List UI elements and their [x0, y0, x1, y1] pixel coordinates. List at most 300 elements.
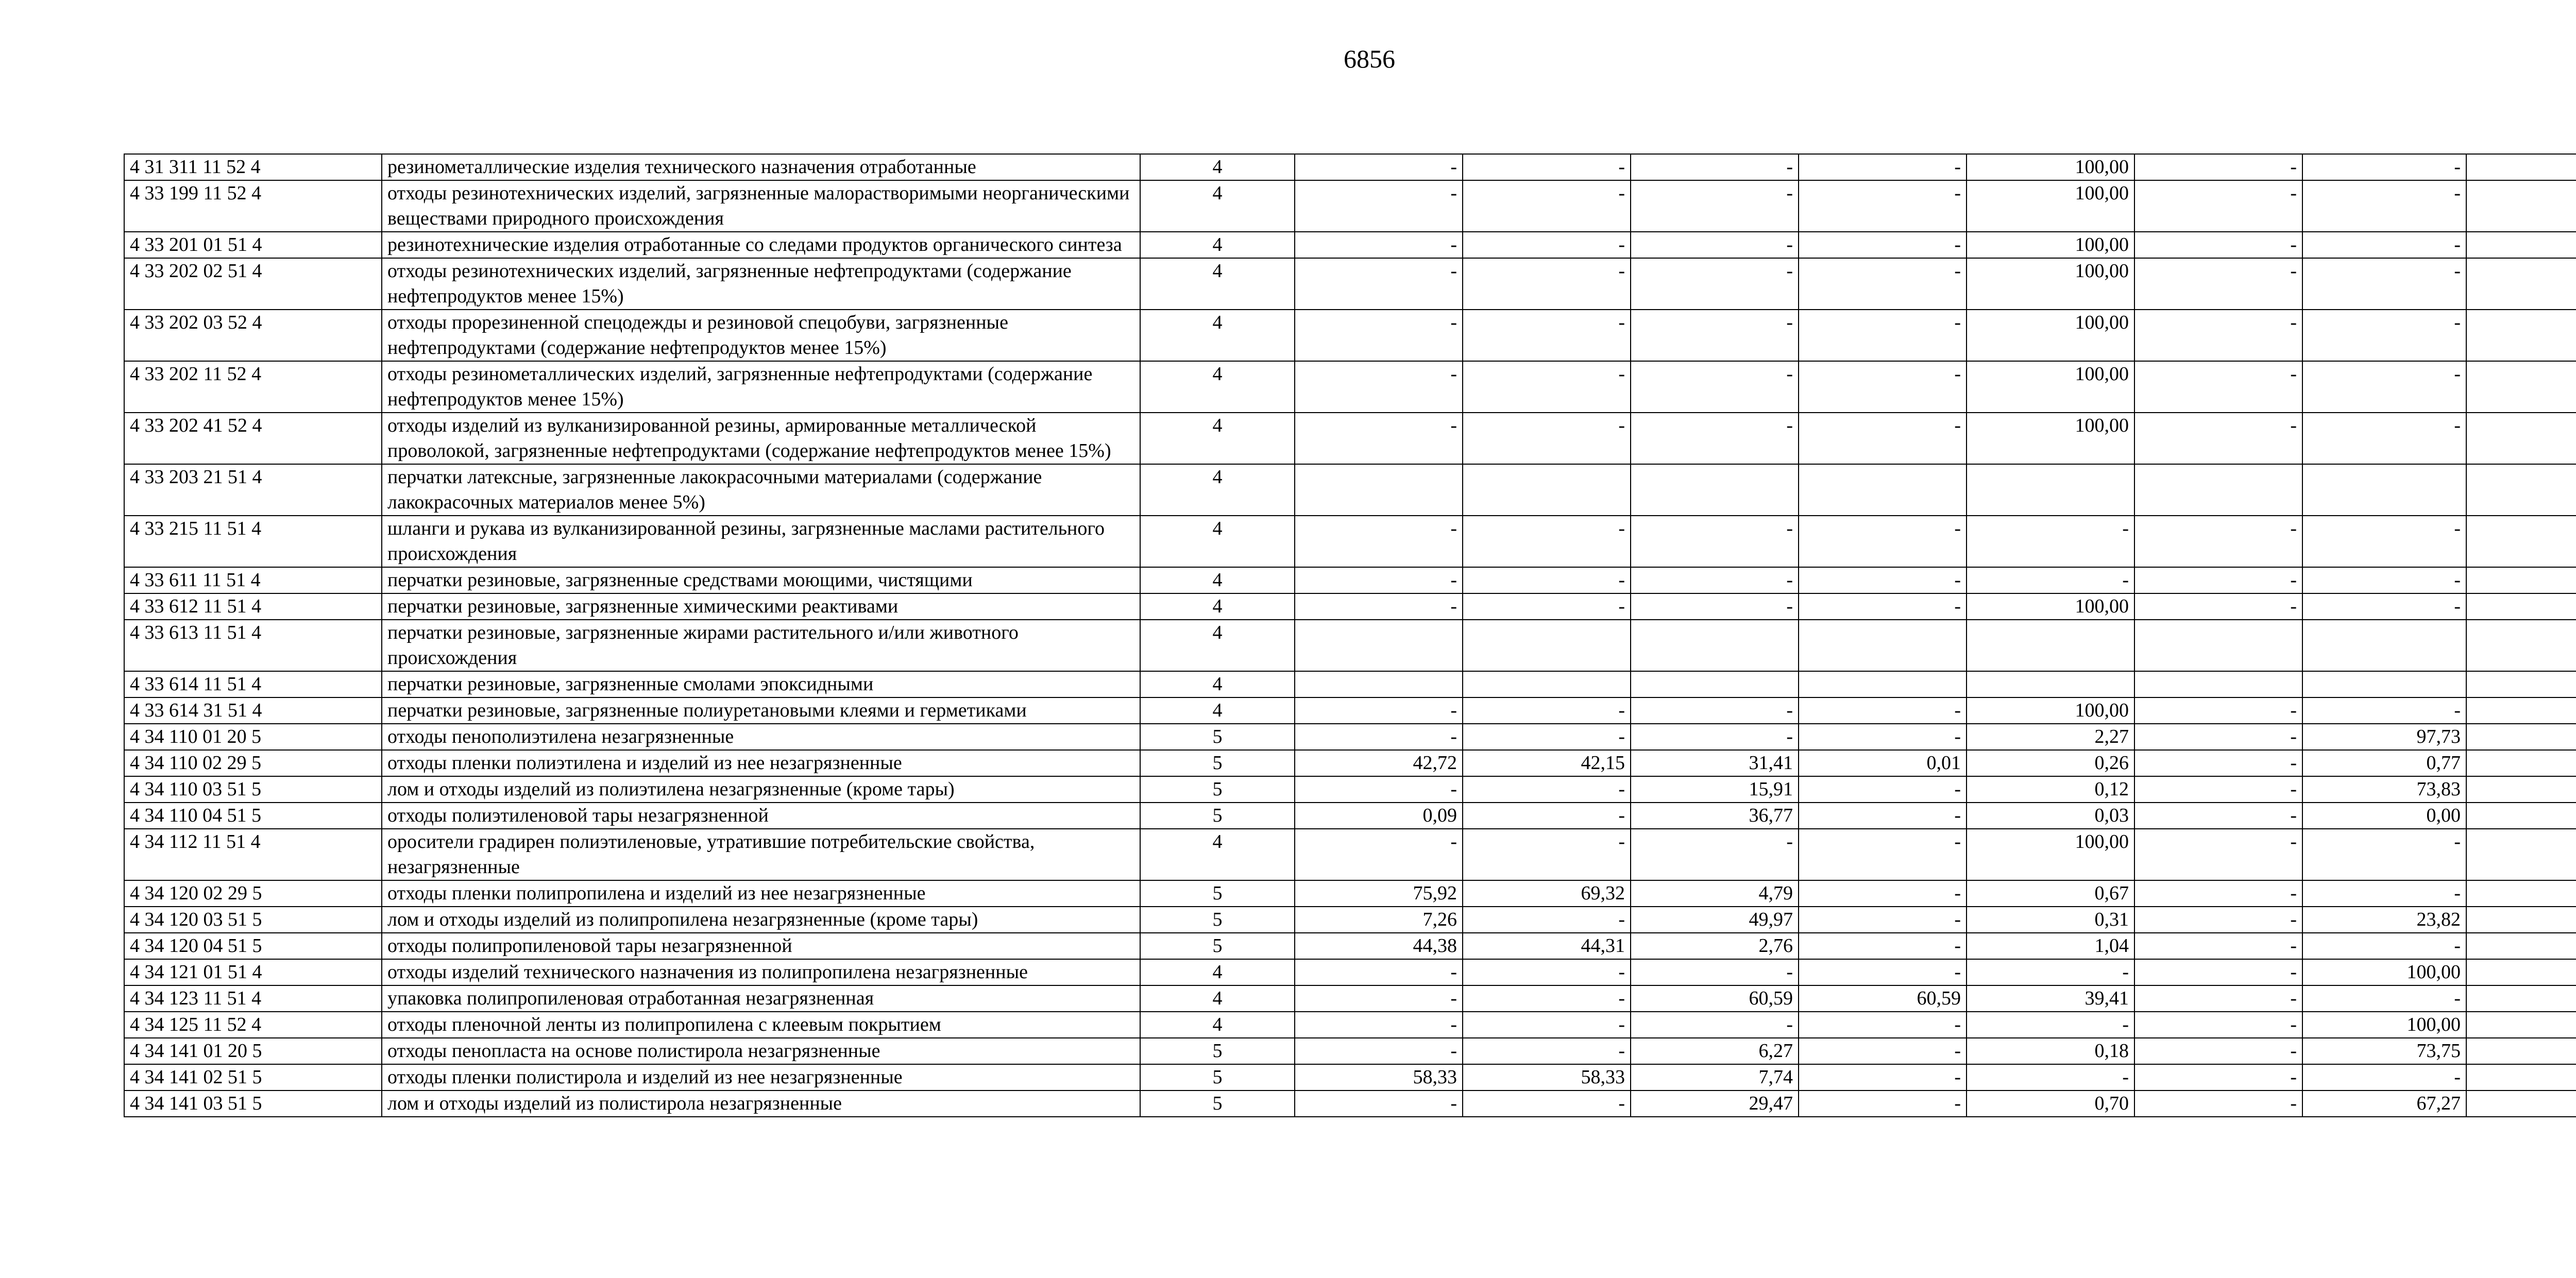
- waste-code-cell: 4 34 110 02 29 5: [124, 750, 382, 776]
- value-cell-4: -: [1799, 310, 1967, 361]
- value-cell-3: -: [1631, 361, 1799, 413]
- waste-code-cell: 4 34 141 01 20 5: [124, 1038, 382, 1064]
- value-cell-6: [2134, 620, 2302, 671]
- waste-code-cell: 4 34 141 03 51 5: [124, 1090, 382, 1117]
- value-cell-7: -: [2302, 361, 2466, 413]
- value-cell-8: [2466, 593, 2576, 620]
- table-row: [124, 516, 2576, 567]
- value-cell-7: [2302, 464, 2466, 516]
- value-cell-3: 36,77: [1631, 803, 1799, 829]
- value-cell-1: -: [1295, 724, 1463, 750]
- table-row: [124, 697, 2576, 724]
- hazard-class-cell: 5: [1140, 803, 1295, 829]
- table-row: [124, 310, 2576, 361]
- waste-name-cell: перчатки резиновые, загрязненные химическими реактивами: [382, 593, 1140, 620]
- value-cell-5: 100,00: [1967, 697, 2134, 724]
- value-cell-7: -: [2302, 258, 2466, 310]
- waste-name-cell: перчатки резиновые, загрязненные средствами моющими, чистящими: [382, 567, 1140, 593]
- waste-name-cell: резинотехнические изделия отработанные со следами продуктов органического синтеза: [382, 232, 1140, 258]
- value-cell-6: -: [2134, 880, 2302, 907]
- waste-code-cell: 4 34 123 11 51 4: [124, 985, 382, 1012]
- value-cell-4: -: [1799, 1090, 1967, 1117]
- waste-code-cell: 4 34 120 03 51 5: [124, 907, 382, 933]
- value-cell-1: -: [1295, 829, 1463, 880]
- value-cell-5: 100,00: [1967, 154, 2134, 180]
- value-cell-5: -: [1967, 516, 2134, 567]
- waste-name-cell: шланги и рукава из вулканизированной резины, загрязненные маслами растительного происхождения: [382, 516, 1140, 567]
- value-cell-2: -: [1463, 154, 1631, 180]
- value-cell-7: -: [2302, 829, 2466, 880]
- value-cell-6: -: [2134, 959, 2302, 985]
- value-cell-7: 67,27: [2302, 1090, 2466, 1117]
- hazard-class-cell: 5: [1140, 1090, 1295, 1117]
- value-cell-1: 44,38: [1295, 933, 1463, 959]
- value-cell-2: 42,15: [1463, 750, 1631, 776]
- value-cell-4: 60,59: [1799, 985, 1967, 1012]
- value-cell-3: -: [1631, 413, 1799, 464]
- waste-name-cell: отходы пенопласта на основе полистирола незагрязненные: [382, 1038, 1140, 1064]
- hazard-class-cell: 4: [1140, 464, 1295, 516]
- hazard-class-cell: 5: [1140, 724, 1295, 750]
- value-cell-5: 100,00: [1967, 180, 2134, 232]
- value-cell-4: -: [1799, 232, 1967, 258]
- value-cell-8: [2466, 232, 2576, 258]
- table-row: [124, 724, 2576, 750]
- value-cell-6: -: [2134, 1064, 2302, 1090]
- value-cell-1: -: [1295, 232, 1463, 258]
- value-cell-7: -: [2302, 593, 2466, 620]
- value-cell-2: -: [1463, 959, 1631, 985]
- value-cell-8: [2466, 671, 2576, 697]
- value-cell-7: 23,82: [2302, 907, 2466, 933]
- value-cell-7: 73,83: [2302, 776, 2466, 803]
- value-cell-6: -: [2134, 232, 2302, 258]
- value-cell-6: [2134, 671, 2302, 697]
- waste-name-cell: отходы резинотехнических изделий, загрязненные нефтепродуктами (содержание нефтепродуктов менее 15%): [382, 258, 1140, 310]
- waste-code-cell: 4 33 201 01 51 4: [124, 232, 382, 258]
- waste-name-cell: отходы пенополиэтилена незагрязненные: [382, 724, 1140, 750]
- value-cell-7: -: [2302, 697, 2466, 724]
- value-cell-4: -: [1799, 1012, 1967, 1038]
- hazard-class-cell: 4: [1140, 180, 1295, 232]
- waste-code-cell: 4 33 611 11 51 4: [124, 567, 382, 593]
- value-cell-4: -: [1799, 516, 1967, 567]
- hazard-class-cell: 4: [1140, 959, 1295, 985]
- value-cell-8: [2466, 516, 2576, 567]
- value-cell-3: -: [1631, 154, 1799, 180]
- value-cell-6: -: [2134, 724, 2302, 750]
- value-cell-8: [2466, 1012, 2576, 1038]
- value-cell-1: -: [1295, 516, 1463, 567]
- value-cell-5: -: [1967, 1064, 2134, 1090]
- value-cell-3: 49,97: [1631, 907, 1799, 933]
- value-cell-1: -: [1295, 567, 1463, 593]
- waste-code-cell: 4 33 612 11 51 4: [124, 593, 382, 620]
- hazard-class-cell: 5: [1140, 880, 1295, 907]
- value-cell-3: -: [1631, 1012, 1799, 1038]
- value-cell-6: [2134, 464, 2302, 516]
- hazard-class-cell: 4: [1140, 310, 1295, 361]
- value-cell-7: [2302, 671, 2466, 697]
- value-cell-8: [2466, 567, 2576, 593]
- table-row: [124, 1012, 2576, 1038]
- value-cell-6: -: [2134, 154, 2302, 180]
- table-row: [124, 620, 2576, 671]
- value-cell-7: 0,77: [2302, 750, 2466, 776]
- waste-name-cell: отходы изделий из вулканизированной резины, армированные металлической проволокой, загрязненные нефтепродуктами (содержание нефтепродуктов менее 15%): [382, 413, 1140, 464]
- hazard-class-cell: 5: [1140, 1064, 1295, 1090]
- waste-name-cell: отходы резинотехнических изделий, загрязненные малорастворимыми неорганическими веществами природного происхождения: [382, 180, 1140, 232]
- value-cell-8: [2466, 154, 2576, 180]
- value-cell-6: -: [2134, 985, 2302, 1012]
- value-cell-2: -: [1463, 232, 1631, 258]
- value-cell-5: [1967, 671, 2134, 697]
- hazard-class-cell: 5: [1140, 776, 1295, 803]
- table-row: [124, 593, 2576, 620]
- table-row: [124, 959, 2576, 985]
- value-cell-8: [2466, 361, 2576, 413]
- value-cell-5: -: [1967, 1012, 2134, 1038]
- value-cell-7: -: [2302, 413, 2466, 464]
- value-cell-5: 0,03: [1967, 803, 2134, 829]
- table-row: [124, 776, 2576, 803]
- hazard-class-cell: 4: [1140, 258, 1295, 310]
- table-row: [124, 1038, 2576, 1064]
- value-cell-6: -: [2134, 310, 2302, 361]
- value-cell-7: -: [2302, 1064, 2466, 1090]
- table-row: [124, 1064, 2576, 1090]
- waste-name-cell: упаковка полипропиленовая отработанная незагрязненная: [382, 985, 1140, 1012]
- value-cell-3: -: [1631, 829, 1799, 880]
- value-cell-4: -: [1799, 959, 1967, 985]
- value-cell-8: [2466, 180, 2576, 232]
- waste-name-cell: отходы полипропиленовой тары незагрязненной: [382, 933, 1140, 959]
- hazard-class-cell: 4: [1140, 413, 1295, 464]
- table-row: [124, 933, 2576, 959]
- waste-name-cell: отходы пленки полипропилена и изделий из нее незагрязненные: [382, 880, 1140, 907]
- value-cell-4: -: [1799, 258, 1967, 310]
- value-cell-5: [1967, 464, 2134, 516]
- value-cell-1: -: [1295, 1090, 1463, 1117]
- waste-code-cell: 4 34 125 11 52 4: [124, 1012, 382, 1038]
- hazard-class-cell: 4: [1140, 985, 1295, 1012]
- hazard-class-cell: 4: [1140, 567, 1295, 593]
- value-cell-3: [1631, 671, 1799, 697]
- value-cell-4: -: [1799, 1064, 1967, 1090]
- waste-name-cell: перчатки латексные, загрязненные лакокрасочными материалами (содержание лакокрасочных материалов менее 5%): [382, 464, 1140, 516]
- value-cell-7: 100,00: [2302, 959, 2466, 985]
- value-cell-5: [1967, 620, 2134, 671]
- hazard-class-cell: 4: [1140, 593, 1295, 620]
- value-cell-6: -: [2134, 180, 2302, 232]
- hazard-class-cell: 4: [1140, 697, 1295, 724]
- waste-code-cell: 4 34 110 01 20 5: [124, 724, 382, 750]
- value-cell-6: -: [2134, 750, 2302, 776]
- value-cell-3: 29,47: [1631, 1090, 1799, 1117]
- value-cell-7: -: [2302, 880, 2466, 907]
- waste-code-cell: 4 33 614 11 51 4: [124, 671, 382, 697]
- value-cell-7: -: [2302, 567, 2466, 593]
- hazard-class-cell: 4: [1140, 620, 1295, 671]
- value-cell-8: [2466, 258, 2576, 310]
- value-cell-4: -: [1799, 593, 1967, 620]
- value-cell-8: [2466, 880, 2576, 907]
- value-cell-2: -: [1463, 593, 1631, 620]
- waste-name-cell: отходы полиэтиленовой тары незагрязненной: [382, 803, 1140, 829]
- table-row: [124, 671, 2576, 697]
- value-cell-6: -: [2134, 413, 2302, 464]
- value-cell-2: [1463, 620, 1631, 671]
- value-cell-6: -: [2134, 803, 2302, 829]
- waste-table: [124, 154, 2576, 1117]
- value-cell-8: [2466, 620, 2576, 671]
- value-cell-3: 60,59: [1631, 985, 1799, 1012]
- value-cell-8: [2466, 959, 2576, 985]
- value-cell-3: -: [1631, 593, 1799, 620]
- value-cell-3: 2,76: [1631, 933, 1799, 959]
- value-cell-4: 0,01: [1799, 750, 1967, 776]
- value-cell-3: -: [1631, 724, 1799, 750]
- value-cell-3: 15,91: [1631, 776, 1799, 803]
- waste-code-cell: 4 34 112 11 51 4: [124, 829, 382, 880]
- waste-name-cell: оросители градирен полиэтиленовые, утратившие потребительские свойства, незагрязненные: [382, 829, 1140, 880]
- value-cell-1: 7,26: [1295, 907, 1463, 933]
- waste-code-cell: 4 34 120 02 29 5: [124, 880, 382, 907]
- waste-code-cell: 4 31 311 11 52 4: [124, 154, 382, 180]
- waste-code-cell: 4 33 215 11 51 4: [124, 516, 382, 567]
- value-cell-5: 0,12: [1967, 776, 2134, 803]
- value-cell-2: 58,33: [1463, 1064, 1631, 1090]
- hazard-class-cell: 5: [1140, 750, 1295, 776]
- hazard-class-cell: 4: [1140, 516, 1295, 567]
- value-cell-5: 1,04: [1967, 933, 2134, 959]
- table-row: [124, 829, 2576, 880]
- value-cell-2: -: [1463, 567, 1631, 593]
- table-row: [124, 464, 2576, 516]
- value-cell-4: -: [1799, 803, 1967, 829]
- value-cell-2: -: [1463, 1012, 1631, 1038]
- table-row: [124, 750, 2576, 776]
- value-cell-1: [1295, 671, 1463, 697]
- waste-name-cell: отходы пленочной ленты из полипропилена с клеевым покрытием: [382, 1012, 1140, 1038]
- value-cell-5: 0,18: [1967, 1038, 2134, 1064]
- waste-name-cell: лом и отходы изделий из полистирола незагрязненные: [382, 1090, 1140, 1117]
- value-cell-2: -: [1463, 829, 1631, 880]
- value-cell-3: -: [1631, 232, 1799, 258]
- value-cell-8: [2466, 829, 2576, 880]
- value-cell-7: 0,00: [2302, 803, 2466, 829]
- value-cell-1: -: [1295, 258, 1463, 310]
- value-cell-7: -: [2302, 180, 2466, 232]
- value-cell-4: -: [1799, 180, 1967, 232]
- value-cell-8: [2466, 1038, 2576, 1064]
- table-row: [124, 567, 2576, 593]
- value-cell-1: 0,09: [1295, 803, 1463, 829]
- value-cell-3: -: [1631, 959, 1799, 985]
- value-cell-8: [2466, 1064, 2576, 1090]
- hazard-class-cell: 4: [1140, 829, 1295, 880]
- waste-name-cell: лом и отходы изделий из полиэтилена незагрязненные (кроме тары): [382, 776, 1140, 803]
- value-cell-2: -: [1463, 1090, 1631, 1117]
- value-cell-6: -: [2134, 567, 2302, 593]
- value-cell-7: -: [2302, 933, 2466, 959]
- value-cell-5: 100,00: [1967, 310, 2134, 361]
- hazard-class-cell: 4: [1140, 154, 1295, 180]
- value-cell-2: -: [1463, 361, 1631, 413]
- value-cell-8: [2466, 985, 2576, 1012]
- waste-name-cell: перчатки резиновые, загрязненные смолами эпоксидными: [382, 671, 1140, 697]
- waste-code-cell: 4 34 121 01 51 4: [124, 959, 382, 985]
- value-cell-1: [1295, 464, 1463, 516]
- waste-code-cell: 4 34 141 02 51 5: [124, 1064, 382, 1090]
- value-cell-6: -: [2134, 829, 2302, 880]
- value-cell-4: -: [1799, 361, 1967, 413]
- waste-code-cell: 4 33 202 11 52 4: [124, 361, 382, 413]
- value-cell-2: [1463, 671, 1631, 697]
- value-cell-1: -: [1295, 1038, 1463, 1064]
- value-cell-1: 58,33: [1295, 1064, 1463, 1090]
- value-cell-4: -: [1799, 829, 1967, 880]
- value-cell-6: -: [2134, 1012, 2302, 1038]
- value-cell-8: [2466, 750, 2576, 776]
- value-cell-2: -: [1463, 724, 1631, 750]
- value-cell-6: -: [2134, 516, 2302, 567]
- waste-code-cell: 4 34 110 04 51 5: [124, 803, 382, 829]
- table-row: [124, 985, 2576, 1012]
- value-cell-4: -: [1799, 1038, 1967, 1064]
- value-cell-2: -: [1463, 258, 1631, 310]
- value-cell-6: -: [2134, 933, 2302, 959]
- value-cell-1: 75,92: [1295, 880, 1463, 907]
- value-cell-6: -: [2134, 697, 2302, 724]
- value-cell-3: -: [1631, 258, 1799, 310]
- value-cell-1: -: [1295, 310, 1463, 361]
- table-row: [124, 880, 2576, 907]
- value-cell-8: [2466, 803, 2576, 829]
- value-cell-8: [2466, 413, 2576, 464]
- value-cell-5: 100,00: [1967, 413, 2134, 464]
- value-cell-2: -: [1463, 516, 1631, 567]
- value-cell-8: [2466, 724, 2576, 750]
- hazard-class-cell: 4: [1140, 1012, 1295, 1038]
- hazard-class-cell: 5: [1140, 1038, 1295, 1064]
- table-row: [124, 1090, 2576, 1117]
- value-cell-4: -: [1799, 880, 1967, 907]
- value-cell-6: -: [2134, 776, 2302, 803]
- hazard-class-cell: 5: [1140, 933, 1295, 959]
- waste-code-cell: 4 34 120 04 51 5: [124, 933, 382, 959]
- table-row: [124, 258, 2576, 310]
- value-cell-7: [2302, 620, 2466, 671]
- value-cell-5: 100,00: [1967, 258, 2134, 310]
- value-cell-5: 0,70: [1967, 1090, 2134, 1117]
- waste-code-cell: 4 33 202 02 51 4: [124, 258, 382, 310]
- table-row: [124, 180, 2576, 232]
- waste-code-cell: 4 33 199 11 52 4: [124, 180, 382, 232]
- waste-code-cell: 4 34 110 03 51 5: [124, 776, 382, 803]
- value-cell-7: -: [2302, 310, 2466, 361]
- value-cell-4: [1799, 671, 1967, 697]
- value-cell-6: -: [2134, 593, 2302, 620]
- value-cell-4: -: [1799, 776, 1967, 803]
- value-cell-5: 0,26: [1967, 750, 2134, 776]
- value-cell-8: [2466, 697, 2576, 724]
- value-cell-3: 4,79: [1631, 880, 1799, 907]
- value-cell-1: -: [1295, 959, 1463, 985]
- table-row: [124, 907, 2576, 933]
- value-cell-7: 100,00: [2302, 1012, 2466, 1038]
- table-body: [124, 154, 2576, 1117]
- table-row: [124, 232, 2576, 258]
- value-cell-3: -: [1631, 567, 1799, 593]
- waste-code-cell: 4 33 202 03 52 4: [124, 310, 382, 361]
- waste-name-cell: отходы изделий технического назначения из полипропилена незагрязненные: [382, 959, 1140, 985]
- value-cell-1: -: [1295, 776, 1463, 803]
- value-cell-1: -: [1295, 593, 1463, 620]
- value-cell-5: 0,67: [1967, 880, 2134, 907]
- value-cell-4: -: [1799, 724, 1967, 750]
- value-cell-3: -: [1631, 180, 1799, 232]
- waste-code-cell: 4 33 613 11 51 4: [124, 620, 382, 671]
- table-row: [124, 154, 2576, 180]
- value-cell-2: -: [1463, 776, 1631, 803]
- waste-name-cell: отходы пленки полиэтилена и изделий из нее незагрязненные: [382, 750, 1140, 776]
- value-cell-6: -: [2134, 907, 2302, 933]
- value-cell-7: -: [2302, 154, 2466, 180]
- value-cell-8: [2466, 1090, 2576, 1117]
- value-cell-3: [1631, 620, 1799, 671]
- table-row: [124, 361, 2576, 413]
- value-cell-5: -: [1967, 567, 2134, 593]
- value-cell-4: -: [1799, 907, 1967, 933]
- value-cell-1: -: [1295, 985, 1463, 1012]
- value-cell-2: [1463, 464, 1631, 516]
- value-cell-5: 100,00: [1967, 361, 2134, 413]
- value-cell-4: [1799, 620, 1967, 671]
- value-cell-1: -: [1295, 1012, 1463, 1038]
- value-cell-5: -: [1967, 959, 2134, 985]
- value-cell-2: -: [1463, 697, 1631, 724]
- value-cell-6: -: [2134, 258, 2302, 310]
- value-cell-5: 39,41: [1967, 985, 2134, 1012]
- value-cell-1: -: [1295, 361, 1463, 413]
- value-cell-3: -: [1631, 516, 1799, 567]
- value-cell-1: 42,72: [1295, 750, 1463, 776]
- value-cell-3: [1631, 464, 1799, 516]
- value-cell-5: 100,00: [1967, 232, 2134, 258]
- value-cell-3: 31,41: [1631, 750, 1799, 776]
- value-cell-2: -: [1463, 907, 1631, 933]
- value-cell-7: -: [2302, 516, 2466, 567]
- waste-name-cell: резинометаллические изделия технического назначения отработанные: [382, 154, 1140, 180]
- waste-code-cell: 4 33 202 41 52 4: [124, 413, 382, 464]
- hazard-class-cell: 4: [1140, 671, 1295, 697]
- value-cell-4: [1799, 464, 1967, 516]
- value-cell-1: -: [1295, 154, 1463, 180]
- value-cell-3: 6,27: [1631, 1038, 1799, 1064]
- value-cell-4: -: [1799, 567, 1967, 593]
- value-cell-6: -: [2134, 1090, 2302, 1117]
- waste-name-cell: отходы резинометаллических изделий, загрязненные нефтепродуктами (содержание нефтепродуктов менее 15%): [382, 361, 1140, 413]
- hazard-class-cell: 4: [1140, 361, 1295, 413]
- value-cell-8: [2466, 464, 2576, 516]
- value-cell-2: 44,31: [1463, 933, 1631, 959]
- value-cell-5: 100,00: [1967, 829, 2134, 880]
- value-cell-3: -: [1631, 310, 1799, 361]
- waste-name-cell: отходы прорезиненной спецодежды и резиновой спецобуви, загрязненные нефтепродуктами (содержание нефтепродуктов менее 15%): [382, 310, 1140, 361]
- value-cell-2: -: [1463, 310, 1631, 361]
- value-cell-2: -: [1463, 985, 1631, 1012]
